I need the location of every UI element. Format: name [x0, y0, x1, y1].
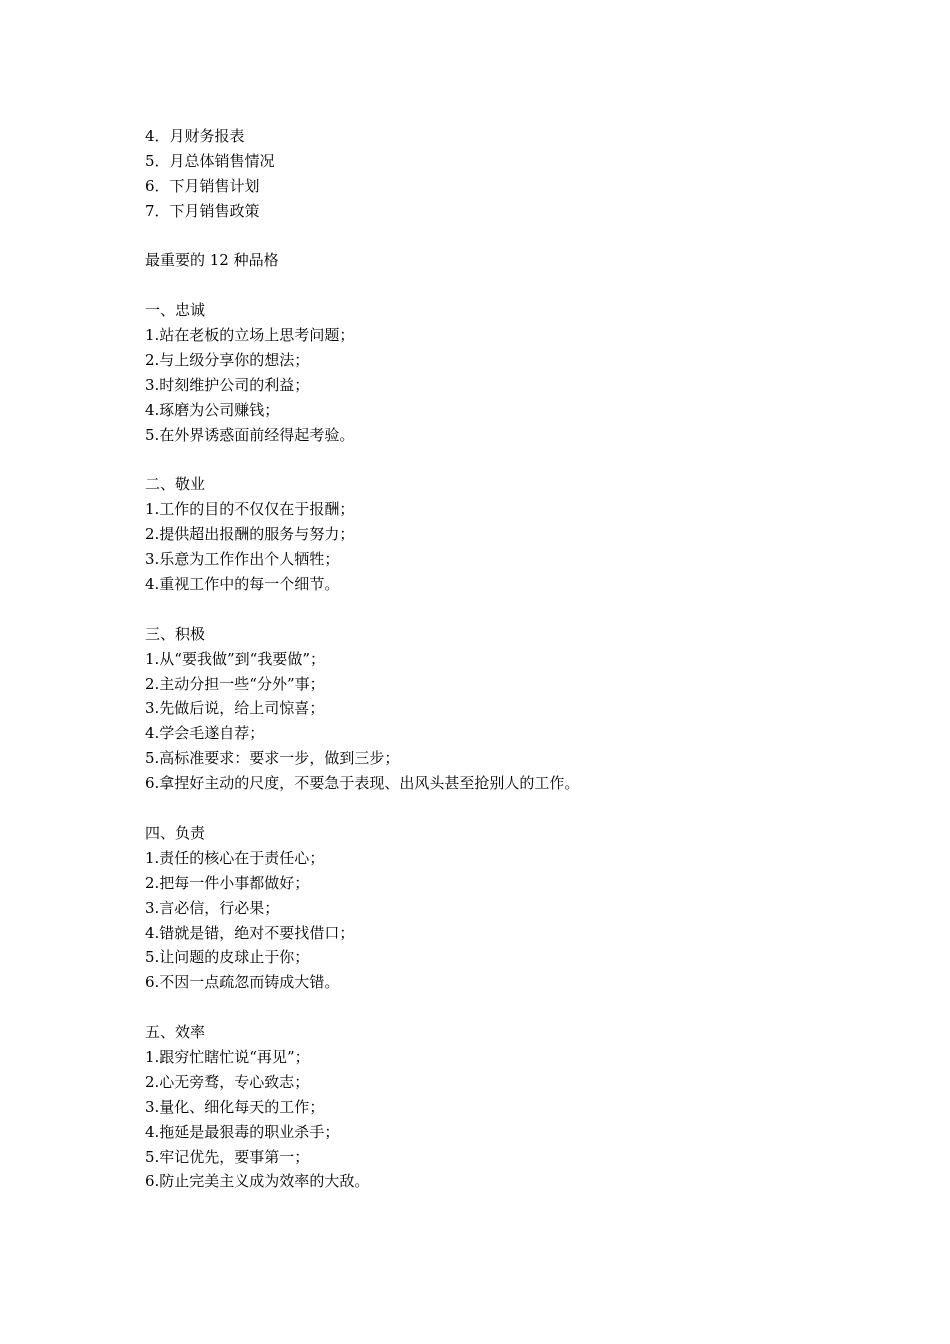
- list-item: 5.在外界诱惑面前经得起考验。: [145, 425, 355, 444]
- list-item: 5．月总体销售情况: [145, 151, 275, 170]
- list-item: 4.重视工作中的每一个细节。: [145, 575, 340, 594]
- list-item: 4．月财务报表: [145, 127, 245, 145]
- section-responsibility: [145, 821, 845, 995]
- spacer: [145, 273, 845, 298]
- list-item: 2.与上级分享你的想法；: [145, 351, 310, 370]
- list-item: 5.牢记优先，要事第一；: [145, 1147, 310, 1166]
- list-item: 4.错就是错，绝对不要找借口；: [145, 923, 355, 942]
- section-loyalty: [145, 298, 845, 447]
- list-item: 3.时刻维护公司的利益；: [145, 375, 310, 394]
- spacer: [145, 796, 845, 821]
- list-item: 1.责任的核心在于责任心；: [145, 848, 325, 867]
- section-title: 三、积极: [145, 624, 206, 643]
- list-item: 2.把每一件小事都做好；: [145, 873, 310, 892]
- list-item: 1.站在老板的立场上思考问题；: [145, 326, 355, 345]
- document-heading: 最重要的 12 种品格: [145, 251, 279, 270]
- spacer: [145, 224, 845, 249]
- list-item: 5.高标准要求：要求一步，做到三步；: [145, 749, 400, 768]
- list-item: 3.言必信，行必果；: [145, 898, 280, 917]
- section-efficiency: [145, 1020, 845, 1194]
- list-item: 1.从“要我做”到“我要做”；: [145, 649, 325, 668]
- spacer: [145, 995, 845, 1020]
- spacer: [145, 597, 845, 622]
- list-item: 1.工作的目的不仅仅在于报酬；: [145, 500, 355, 519]
- list-item: 2.提供超出报酬的服务与努力；: [145, 525, 355, 544]
- section-proactive: [145, 622, 845, 796]
- section-title: 二、敬业: [145, 475, 206, 494]
- list-item: 6.不因一点疏忽而铸成大错。: [145, 973, 340, 992]
- top-list: [145, 124, 845, 224]
- list-item: 6．下月销售计划: [145, 176, 260, 195]
- list-item: 2.主动分担一些“分外”事；: [145, 674, 325, 693]
- section-title: 五、效率: [145, 1023, 206, 1042]
- list-item: 6.防止完美主义成为效率的大敌。: [145, 1172, 370, 1191]
- list-item: 4.琢磨为公司赚钱；: [145, 400, 280, 419]
- list-item: 6.拿捏好主动的尺度，不要急于表现、出风头甚至抢别人的工作。: [145, 774, 580, 793]
- section-dedication: [145, 472, 845, 596]
- section-title: 四、负责: [145, 823, 206, 842]
- list-item: 5.让问题的皮球止于你；: [145, 948, 310, 967]
- list-item: 3.乐意为工作作出个人牺牲；: [145, 550, 340, 569]
- spacer: [145, 448, 845, 473]
- list-item: 7．下月销售政策: [145, 201, 260, 220]
- section-title: 一、忠诚: [145, 301, 206, 320]
- list-item: 3.先做后说，给上司惊喜；: [145, 699, 325, 718]
- list-item: 4.学会毛遂自荐；: [145, 724, 265, 743]
- list-item: 4.拖延是最狠毒的职业杀手；: [145, 1122, 340, 1141]
- list-item: 3.量化、细化每天的工作；: [145, 1097, 325, 1116]
- document-body: [145, 124, 845, 1194]
- list-item: 1.跟穷忙瞎忙说“再见”；: [145, 1047, 310, 1066]
- list-item: 2.心无旁骛，专心致志；: [145, 1072, 310, 1091]
